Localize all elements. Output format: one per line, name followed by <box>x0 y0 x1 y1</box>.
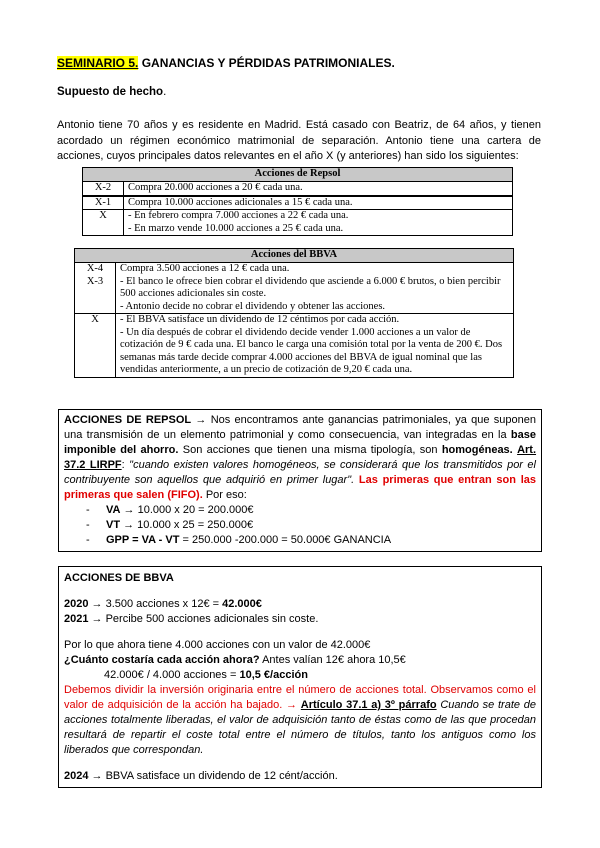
table-row <box>75 314 514 378</box>
row-desc <box>124 210 513 236</box>
table-row <box>83 196 513 210</box>
article-reference: Art. 37.2 LIRPF <box>64 444 537 471</box>
row-year-text: X-3 <box>86 275 104 287</box>
table-row <box>75 263 514 314</box>
table-row <box>83 210 513 236</box>
question: ¿Cuánto costaría cada acción ahora? <box>64 654 260 666</box>
text-bold: 42.000€ <box>222 598 262 610</box>
year-label: 2021 <box>64 613 89 625</box>
page-title <box>57 56 395 70</box>
calc-label: VT <box>106 519 121 531</box>
calc-label: GPP = VA - VT <box>106 534 180 546</box>
bbva-line-2024 <box>64 769 536 784</box>
calc-text: = 250.000 -200.000 = 50.000€ GANANCIA <box>179 534 392 546</box>
calc-text: → 10.000 x 20 = 200.000€ <box>120 504 254 516</box>
text: Son acciones que tienen una misma tipología, son <box>178 444 442 456</box>
row-line: - En febrero compra 7.000 acciones a 22 € cada una. <box>128 210 349 221</box>
calc-label: VA <box>106 504 121 516</box>
title-text: GANANCIAS Y PÉRDIDAS PATRIMONIALES. <box>138 56 395 70</box>
bbva-line-total: Por lo que ahora tiene 4.000 acciones con un valor de 42.000€ <box>64 639 371 651</box>
row-desc: Compra 20.000 acciones a 20 € cada una. <box>124 182 513 196</box>
law-quote: Cuando se trate de acciones totalmente liberadas, el valor de adquisición tanto de éstas como de las que procedan resultará de repartir el coste total entre el número de títulos, tanto los antiguos como los liberados que correspondan. <box>64 699 536 756</box>
subtitle-dot: . <box>163 86 167 98</box>
law-quote: "cuando existen valores homogéneos, se considerará que los transmitidos por el contribuyente son aquellos que adquirió en primer lugar". <box>64 459 536 486</box>
repsol-heading: ACCIONES DE REPSOL <box>64 414 192 426</box>
bbva-line-2021 <box>64 612 536 627</box>
text: Antes valían 12€ ahora 10,5€ <box>259 654 406 666</box>
calc-text: → 10.000 x 25 = 250.000€ <box>120 519 254 531</box>
bbva-analysis-box <box>58 566 542 788</box>
fifo-highlight: Las primeras que entran son las primeras que salen (FIFO). <box>64 474 536 501</box>
list-item <box>86 518 536 533</box>
text: Por eso: <box>202 489 247 501</box>
year-label: 2024 <box>64 770 89 782</box>
row-line: - El banco le ofrece bien cobrar el dividendo que asciende a 6.000 € brutos, o bien percibir 500 acciones adicionales sin coste. <box>120 275 501 299</box>
text: : <box>121 459 130 471</box>
text-bold: base imponible del ahorro. <box>64 429 536 456</box>
text: → BBVA satisface un dividendo de 12 cént/acción. <box>88 770 338 782</box>
row-year-text: X-4 <box>86 263 104 274</box>
bbva-table <box>74 248 514 378</box>
text-bold: homogéneas. <box>441 444 513 456</box>
article-reference: Artículo 37.1 a) 3º párrafo <box>300 699 437 711</box>
red-text: Debemos dividir la inversión originaria entre el número de acciones total. Observamos como el valor de adquisición de la acción ha bajado. → <box>64 684 536 711</box>
row-line: - En marzo vende 10.000 acciones a 25 € cada una. <box>128 222 344 234</box>
list-item <box>86 503 536 518</box>
intro-paragraph: Antonio tiene 70 años y es residente en Madrid. Está casado con Beatriz, de 64 años, y tienen acordado un régimen económico matrimonial de separación. Antonio tiene una cartera de acciones, cuyos principales datos relevantes en el año X (y anteriores) han sido los siguientes: <box>57 119 541 162</box>
bbva-table-header: Acciones del BBVA <box>75 249 514 263</box>
text: → 3.500 acciones x 12€ = <box>88 598 223 610</box>
table-row <box>83 182 513 196</box>
row-line: Compra 3.500 acciones a 12 € cada una. <box>120 263 290 274</box>
repsol-paragraph <box>64 413 536 503</box>
year-label: 2020 <box>64 598 89 610</box>
subtitle-text: Supuesto de hecho <box>57 86 164 98</box>
bbva-heading: ACCIONES DE BBVA <box>64 572 174 584</box>
bbva-line-question <box>64 653 536 668</box>
row-desc <box>116 263 514 314</box>
row-desc: Compra 10.000 acciones adicionales a 15 € cada una. <box>124 196 513 210</box>
bbva-line-calc <box>64 668 536 683</box>
bbva-line-2020 <box>64 597 536 612</box>
row-desc <box>116 314 514 378</box>
row-year: X <box>75 314 116 378</box>
row-year <box>75 263 116 314</box>
bbva-explanation <box>64 683 536 758</box>
row-year: X-1 <box>83 196 124 210</box>
row-line: - Antonio decide no cobrar el dividendo y obtener las acciones. <box>120 300 386 312</box>
repsol-analysis-box <box>58 409 542 552</box>
row-year: X <box>83 210 124 236</box>
repsol-table-header: Acciones de Repsol <box>83 168 513 182</box>
list-item <box>86 533 536 548</box>
repsol-table <box>82 167 513 236</box>
row-line: - Un día después de cobrar el dividendo decide vender 1.000 acciones a un valor de cotización de 9 € cada una. El banco le carga una comisión total por la venta de 200 €. Dos semanas más tarde decide comprar 4.000 acciones del BBVA de igual nominal que las vendidas anteriormente, a un precio de cotización de 9,20 € cada una. <box>120 326 503 375</box>
section-subtitle <box>57 86 166 98</box>
text: 42.000€ / 4.000 acciones = <box>104 669 240 681</box>
row-year: X-2 <box>83 182 124 196</box>
calc-list <box>64 503 536 548</box>
text: → Nos encontramos ante ganancias patrimoniales, ya que suponen una transmisión de un elemento patrimonial y como consecuencia, van integradas en la <box>64 414 537 441</box>
title-highlight: SEMINARIO 5. <box>57 56 139 70</box>
row-line: - El BBVA satisface un dividendo de 12 céntimos por cada acción. <box>120 314 400 325</box>
text-bold: 10,5 €/acción <box>239 669 308 681</box>
text: → Percibe 500 acciones adicionales sin coste. <box>88 613 319 625</box>
